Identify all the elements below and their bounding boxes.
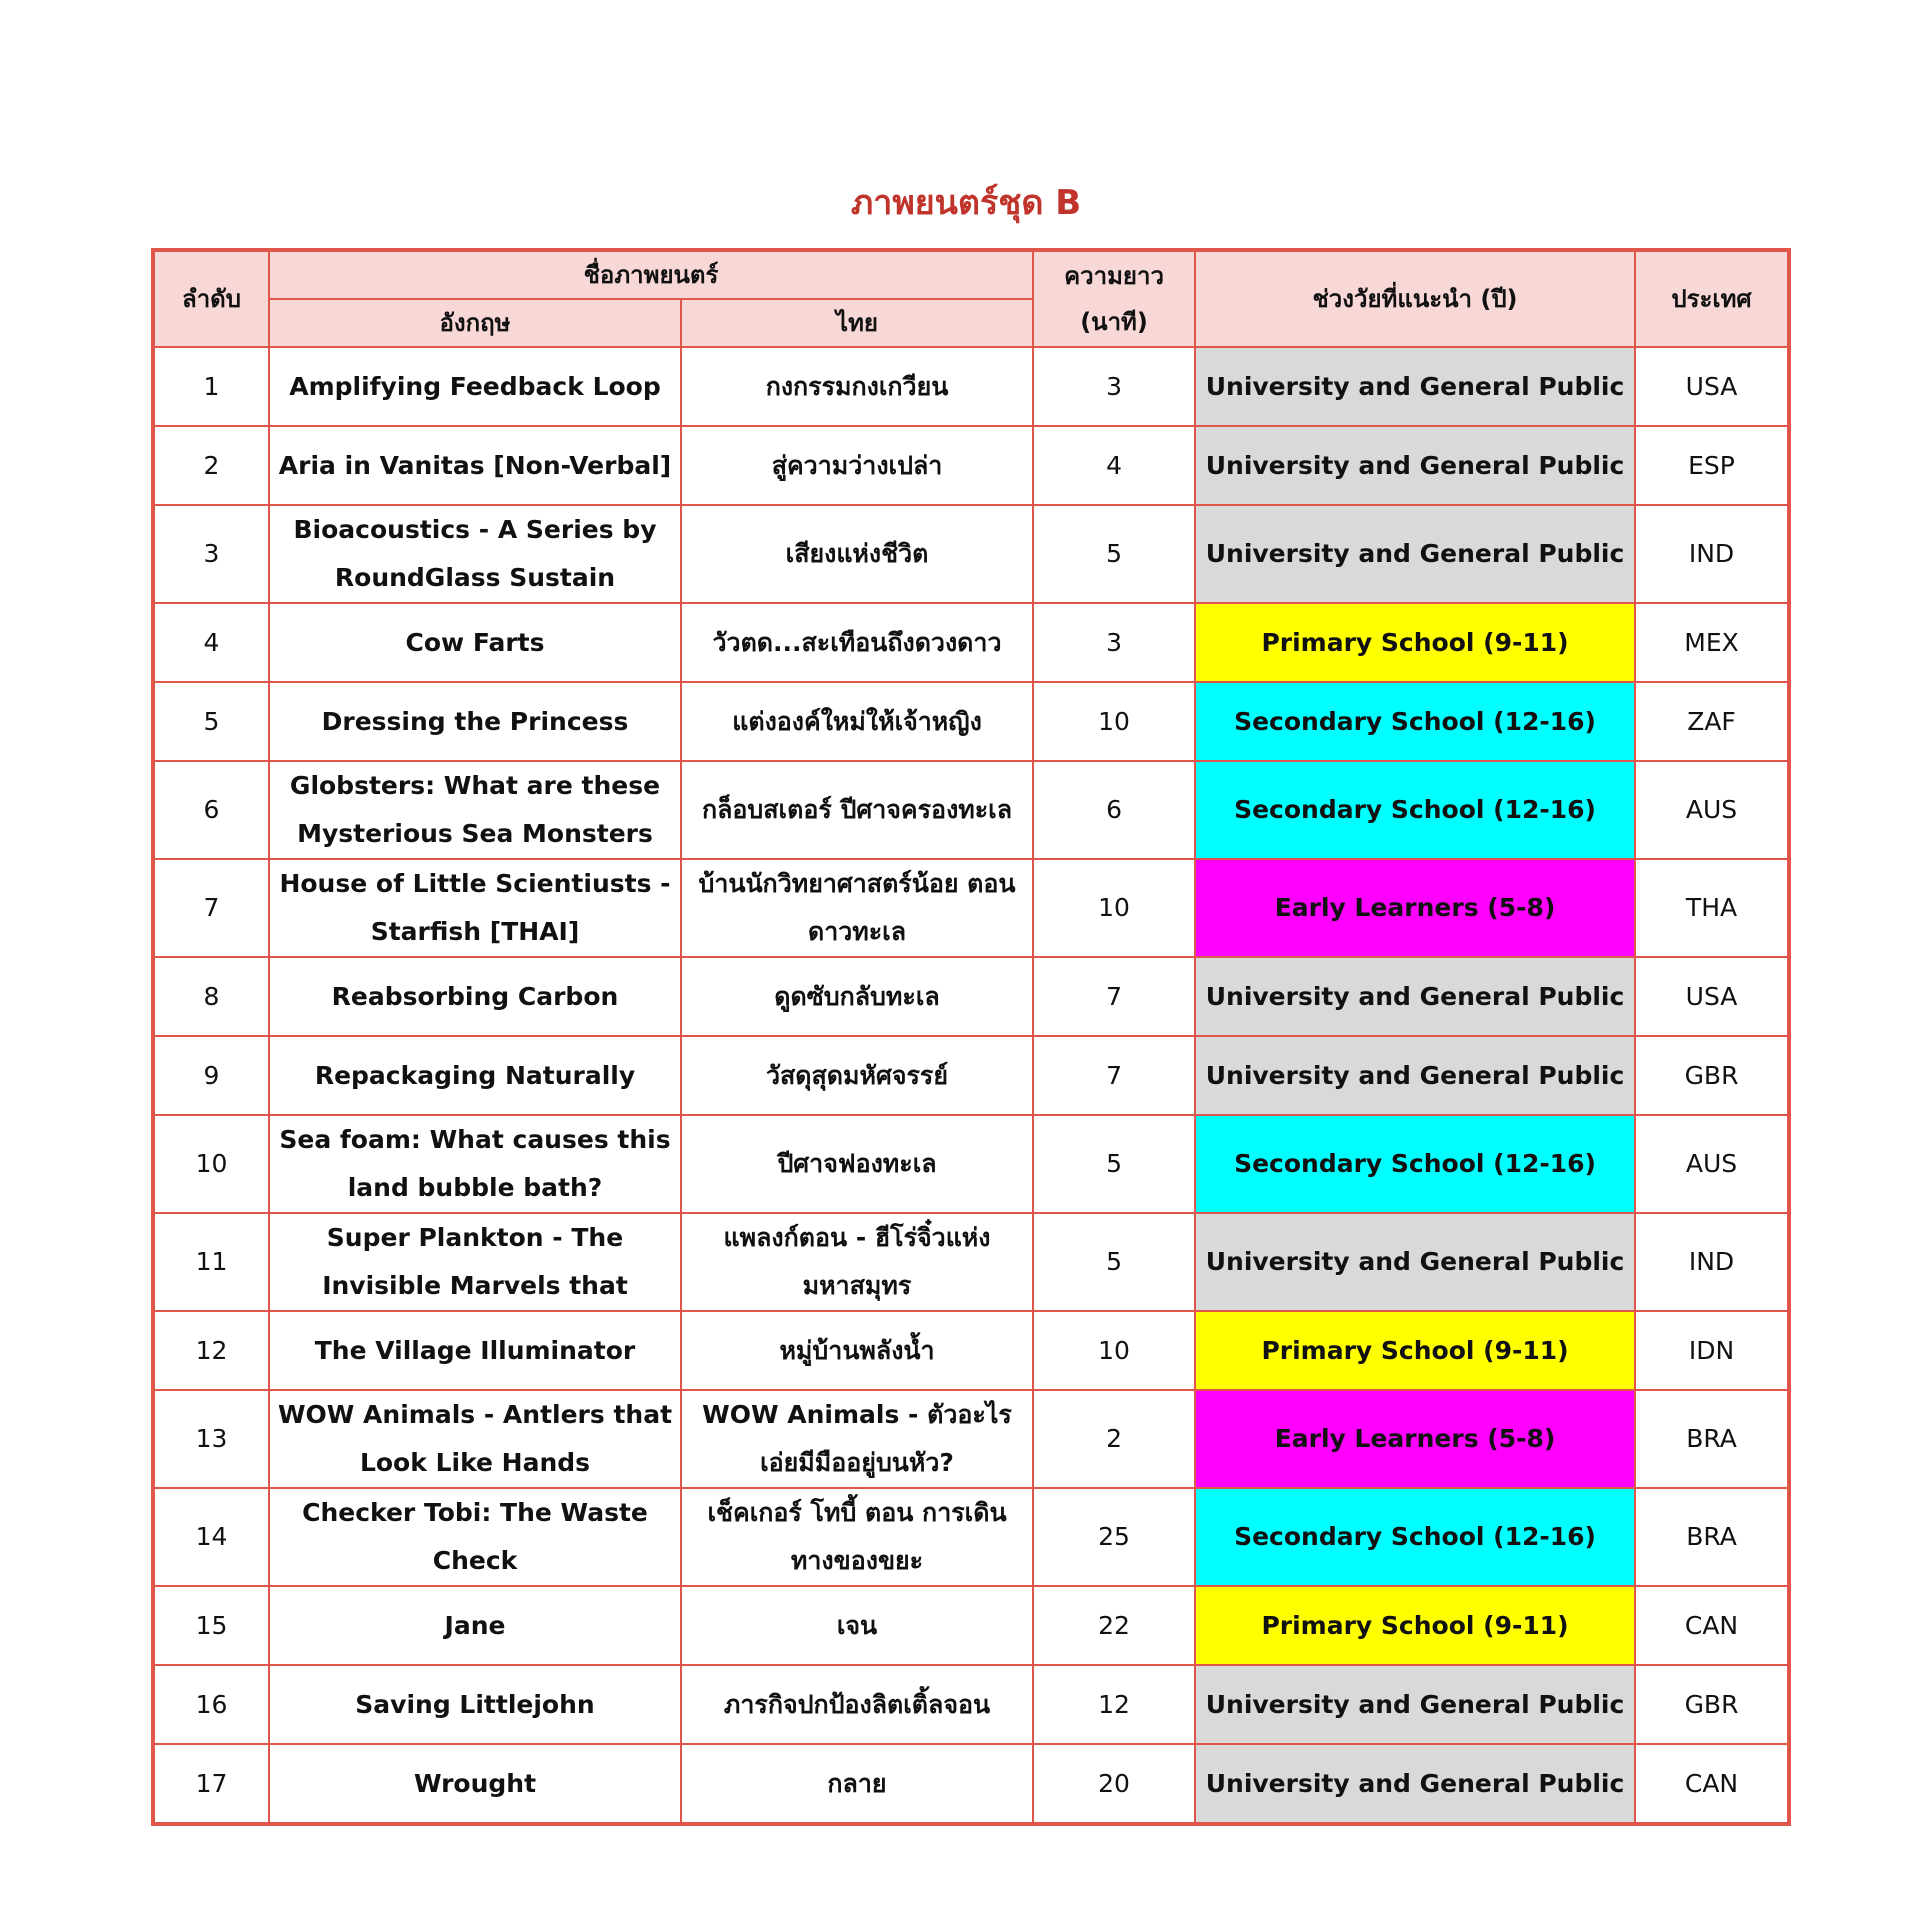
english-title-cell-text: Sea foam: What causes this land bubble bath? xyxy=(279,1125,671,1202)
age-range-cell-text: Primary School (9-11) xyxy=(1261,627,1569,657)
length-cell xyxy=(1033,603,1195,682)
length-cell xyxy=(1033,1488,1195,1586)
english-title-cell xyxy=(269,1115,681,1213)
country-cell-text: IND xyxy=(1688,539,1735,568)
number-cell-text: 13 xyxy=(195,1424,228,1453)
english-title-cell xyxy=(269,957,681,1036)
thai-title-cell xyxy=(681,1213,1033,1311)
length-cell xyxy=(1033,505,1195,603)
number-cell-text: 10 xyxy=(195,1149,228,1178)
number-cell-text: 4 xyxy=(203,627,220,657)
number-cell xyxy=(153,1744,269,1824)
thai-title-cell-text: สู่ความว่างเปล่า xyxy=(771,450,943,480)
number-cell-text: 5 xyxy=(203,706,220,736)
age-range-cell-text: University and General Public xyxy=(1205,981,1625,1011)
age-range-cell xyxy=(1195,1488,1635,1586)
english-title-cell-text: Globsters: What are these Mysterious Sea Monsters xyxy=(289,771,661,848)
header-thai: ไทย xyxy=(681,299,1033,347)
english-title-cell xyxy=(269,1311,681,1390)
country-cell-text: THA xyxy=(1685,893,1738,922)
number-cell-text: 14 xyxy=(195,1522,228,1551)
english-title-cell-text: The Village Illuminator xyxy=(314,1335,636,1365)
thai-title-cell xyxy=(681,1311,1033,1390)
length-cell-text: 7 xyxy=(1106,1060,1122,1090)
country-cell xyxy=(1635,505,1789,603)
length-cell-text: 3 xyxy=(1106,627,1122,657)
english-title-cell-text: Super Plankton - The Invisible Marvels that xyxy=(322,1223,628,1300)
number-cell xyxy=(153,682,269,761)
length-cell-text: 22 xyxy=(1098,1610,1130,1640)
table-row xyxy=(153,426,1789,505)
english-title-cell xyxy=(269,603,681,682)
thai-title-cell xyxy=(681,347,1033,426)
table-row xyxy=(153,505,1789,603)
english-title-cell xyxy=(269,426,681,505)
length-cell xyxy=(1033,347,1195,426)
thai-title-cell xyxy=(681,603,1033,682)
english-title-cell-text: Cow Farts xyxy=(405,627,545,657)
number-cell xyxy=(153,1488,269,1586)
english-title-cell-text: Checker Tobi: The Waste Check xyxy=(302,1498,648,1575)
length-cell xyxy=(1033,859,1195,957)
header-english: อังกฤษ xyxy=(269,299,681,347)
age-range-cell xyxy=(1195,1311,1635,1390)
thai-title-cell xyxy=(681,761,1033,859)
length-cell-text: 5 xyxy=(1106,1149,1122,1178)
length-cell-text: 20 xyxy=(1098,1768,1130,1798)
thai-title-cell-text: แพลงก์ตอน - ฮีโร่จิ๋วแห่งมหาสมุทร xyxy=(723,1223,991,1300)
age-range-cell-text: Secondary School (12-16) xyxy=(1234,706,1596,736)
country-cell-text: USA xyxy=(1685,371,1738,401)
length-cell-text: 7 xyxy=(1106,981,1122,1011)
thai-title-cell xyxy=(681,1665,1033,1744)
length-cell-text: 25 xyxy=(1098,1522,1130,1551)
age-range-cell xyxy=(1195,1586,1635,1665)
length-cell xyxy=(1033,1115,1195,1213)
age-range-cell-text: Secondary School (12-16) xyxy=(1234,795,1596,824)
table-row xyxy=(153,1036,1789,1115)
number-cell xyxy=(153,1665,269,1744)
length-cell-text: 3 xyxy=(1106,371,1122,401)
length-cell-text: 12 xyxy=(1098,1689,1130,1719)
number-cell xyxy=(153,1213,269,1311)
thai-title-cell-text: แต่งองค์ใหม่ให้เจ้าหญิง xyxy=(732,706,982,736)
number-cell xyxy=(153,603,269,682)
number-cell-text: 1 xyxy=(203,371,220,401)
age-range-cell xyxy=(1195,347,1635,426)
country-cell-text: ESP xyxy=(1688,450,1735,480)
country-cell xyxy=(1635,1115,1789,1213)
table-row xyxy=(153,1744,1789,1824)
country-cell-text: ZAF xyxy=(1687,706,1736,736)
age-range-cell xyxy=(1195,859,1635,957)
length-cell xyxy=(1033,1744,1195,1824)
country-cell-text: CAN xyxy=(1684,1768,1739,1798)
header-length-line1: ความยาว xyxy=(1064,262,1164,290)
age-range-cell xyxy=(1195,1390,1635,1488)
age-range-cell xyxy=(1195,957,1635,1036)
number-cell xyxy=(153,1311,269,1390)
number-cell-text: 6 xyxy=(203,795,220,824)
thai-title-cell-text: เสียงแห่งชีวิต xyxy=(785,539,929,568)
length-cell-text: 4 xyxy=(1106,450,1122,480)
thai-title-cell xyxy=(681,505,1033,603)
age-range-cell-text: University and General Public xyxy=(1205,450,1625,480)
age-range-cell xyxy=(1195,505,1635,603)
english-title-cell-text: Reabsorbing Carbon xyxy=(331,981,619,1011)
length-cell-text: 10 xyxy=(1098,1335,1130,1365)
country-cell-text: USA xyxy=(1685,981,1738,1011)
age-range-cell xyxy=(1195,1115,1635,1213)
age-range-cell-text: University and General Public xyxy=(1205,371,1625,401)
age-range-cell-text: University and General Public xyxy=(1205,539,1625,568)
number-cell xyxy=(153,426,269,505)
film-table xyxy=(151,248,1791,1826)
thai-title-cell xyxy=(681,1488,1033,1586)
english-title-cell xyxy=(269,1213,681,1311)
length-cell xyxy=(1033,1311,1195,1390)
country-cell-text: IDN xyxy=(1688,1335,1735,1365)
age-range-cell xyxy=(1195,426,1635,505)
thai-title-cell-text: วัวตด...สะเทือนถึงดวงดาว xyxy=(712,627,1002,657)
age-range-cell xyxy=(1195,1213,1635,1311)
age-range-cell-text: Secondary School (12-16) xyxy=(1234,1522,1596,1551)
age-range-cell-text: Primary School (9-11) xyxy=(1261,1335,1569,1365)
table-row xyxy=(153,957,1789,1036)
length-cell-text: 6 xyxy=(1106,795,1122,824)
length-cell-text: 10 xyxy=(1098,893,1130,922)
country-cell-text: AUS xyxy=(1685,795,1738,824)
age-range-cell-text: University and General Public xyxy=(1205,1689,1625,1719)
english-title-cell-text: Amplifying Feedback Loop xyxy=(289,371,661,401)
thai-title-cell xyxy=(681,1744,1033,1824)
table-header xyxy=(153,250,1789,347)
header-age-range: ช่วงวัยที่แนะนำ (ปี) xyxy=(1195,250,1635,347)
table-row xyxy=(153,1311,1789,1390)
table-row xyxy=(153,1115,1789,1213)
length-cell xyxy=(1033,1036,1195,1115)
country-cell xyxy=(1635,957,1789,1036)
age-range-cell xyxy=(1195,761,1635,859)
length-cell xyxy=(1033,761,1195,859)
english-title-cell-text: Bioacoustics - A Series by RoundGlass Sustain xyxy=(293,515,657,592)
english-title-cell xyxy=(269,1744,681,1824)
thai-title-cell-text: บ้านนักวิทยาศาสตร์น้อย ตอน ดาวทะเล xyxy=(698,869,1016,946)
number-cell-text: 12 xyxy=(195,1335,228,1365)
country-cell xyxy=(1635,1213,1789,1311)
age-range-cell-text: Primary School (9-11) xyxy=(1261,1610,1569,1640)
age-range-cell xyxy=(1195,1665,1635,1744)
country-cell-text: AUS xyxy=(1685,1149,1738,1178)
table-row xyxy=(153,1213,1789,1311)
number-cell-text: 2 xyxy=(203,450,220,480)
country-cell xyxy=(1635,426,1789,505)
header-length-line2: (นาที) xyxy=(1080,308,1148,336)
english-title-cell-text: Jane xyxy=(444,1610,506,1640)
thai-title-cell-text: ดูดซับกลับทะเล xyxy=(774,981,940,1011)
english-title-cell xyxy=(269,761,681,859)
number-cell-text: 3 xyxy=(203,539,220,568)
thai-title-cell xyxy=(681,1115,1033,1213)
header-film-name: ชื่อภาพยนตร์ xyxy=(269,250,1033,299)
english-title-cell xyxy=(269,1586,681,1665)
age-range-cell-text: Secondary School (12-16) xyxy=(1234,1149,1596,1178)
thai-title-cell xyxy=(681,1390,1033,1488)
thai-title-cell xyxy=(681,1586,1033,1665)
number-cell-text: 16 xyxy=(195,1689,228,1719)
country-cell xyxy=(1635,682,1789,761)
table-row xyxy=(153,761,1789,859)
number-cell xyxy=(153,1586,269,1665)
table-row xyxy=(153,1390,1789,1488)
country-cell xyxy=(1635,1390,1789,1488)
table-row xyxy=(153,603,1789,682)
country-cell xyxy=(1635,1665,1789,1744)
english-title-cell xyxy=(269,347,681,426)
number-cell xyxy=(153,1115,269,1213)
length-cell xyxy=(1033,1390,1195,1488)
thai-title-cell-text: เจน xyxy=(836,1610,878,1640)
number-cell xyxy=(153,761,269,859)
table-row xyxy=(153,859,1789,957)
country-cell xyxy=(1635,1488,1789,1586)
english-title-cell-text: Aria in Vanitas [Non-Verbal] xyxy=(278,450,672,480)
thai-title-cell-text: ปีศาจฟองทะเล xyxy=(777,1149,937,1178)
country-cell xyxy=(1635,761,1789,859)
age-range-cell-text: University and General Public xyxy=(1205,1768,1625,1798)
english-title-cell-text: Saving Littlejohn xyxy=(355,1689,595,1719)
length-cell xyxy=(1033,957,1195,1036)
age-range-cell xyxy=(1195,682,1635,761)
number-cell xyxy=(153,957,269,1036)
number-cell xyxy=(153,1390,269,1488)
country-cell-text: IND xyxy=(1688,1247,1735,1276)
number-cell-text: 8 xyxy=(203,981,220,1011)
length-cell xyxy=(1033,682,1195,761)
english-title-cell xyxy=(269,1488,681,1586)
page-title: ภาพยนตร์ชุด B xyxy=(850,183,1082,223)
number-cell-text: 11 xyxy=(195,1247,228,1276)
length-cell xyxy=(1033,1665,1195,1744)
table-row xyxy=(153,1488,1789,1586)
thai-title-cell-text: วัสดุสุดมหัศจรรย์ xyxy=(766,1060,949,1090)
length-cell-text: 5 xyxy=(1106,1247,1122,1276)
thai-title-cell-text: กลาย xyxy=(827,1768,887,1798)
country-cell-text: MEX xyxy=(1684,627,1739,657)
length-cell xyxy=(1033,426,1195,505)
country-cell-text: BRA xyxy=(1686,1522,1737,1551)
age-range-cell-text: Early Learners (5-8) xyxy=(1274,893,1556,922)
length-cell-text: 10 xyxy=(1098,706,1130,736)
english-title-cell xyxy=(269,505,681,603)
length-cell xyxy=(1033,1586,1195,1665)
country-cell xyxy=(1635,859,1789,957)
thai-title-cell-text: กล็อบสเตอร์ ปีศาจครองทะเล xyxy=(701,795,1013,824)
country-cell xyxy=(1635,1036,1789,1115)
english-title-cell xyxy=(269,1665,681,1744)
country-cell xyxy=(1635,1586,1789,1665)
thai-title-cell xyxy=(681,1036,1033,1115)
number-cell-text: 7 xyxy=(203,893,220,922)
thai-title-cell-text: หมู่บ้านพลังน้ำ xyxy=(779,1335,935,1365)
country-cell xyxy=(1635,603,1789,682)
age-range-cell-text: Early Learners (5-8) xyxy=(1274,1424,1556,1453)
number-cell-text: 9 xyxy=(203,1060,220,1090)
country-cell xyxy=(1635,1311,1789,1390)
length-cell-text: 2 xyxy=(1106,1424,1122,1453)
english-title-cell xyxy=(269,1390,681,1488)
length-cell xyxy=(1033,1213,1195,1311)
header-length xyxy=(1033,250,1195,347)
number-cell xyxy=(153,347,269,426)
country-cell-text: BRA xyxy=(1686,1424,1737,1453)
age-range-cell xyxy=(1195,1036,1635,1115)
number-cell-text: 15 xyxy=(195,1610,228,1640)
country-cell-text: GBR xyxy=(1684,1689,1739,1719)
english-title-cell xyxy=(269,859,681,957)
number-cell xyxy=(153,1036,269,1115)
country-cell xyxy=(1635,347,1789,426)
table-row xyxy=(153,1665,1789,1744)
thai-title-cell xyxy=(681,426,1033,505)
english-title-cell xyxy=(269,1036,681,1115)
english-title-cell-text: Repackaging Naturally xyxy=(314,1060,636,1090)
table-row xyxy=(153,682,1789,761)
english-title-cell-text: Dressing the Princess xyxy=(321,706,629,736)
english-title-cell-text: Wrought xyxy=(413,1768,537,1798)
age-range-cell xyxy=(1195,1744,1635,1824)
country-cell-text: GBR xyxy=(1684,1060,1739,1090)
header-country: ประเทศ xyxy=(1635,250,1789,347)
country-cell xyxy=(1635,1744,1789,1824)
thai-title-cell-text: ภารกิจปกป้องลิตเติ้ลจอน xyxy=(723,1689,991,1719)
thai-title-cell xyxy=(681,859,1033,957)
country-cell-text: CAN xyxy=(1684,1610,1739,1640)
length-cell-text: 5 xyxy=(1106,539,1122,568)
english-title-cell xyxy=(269,682,681,761)
english-title-cell-text: House of Little Scientiusts - Starfish [THAI] xyxy=(279,869,671,946)
age-range-cell xyxy=(1195,603,1635,682)
table-body xyxy=(153,347,1789,1824)
thai-title-cell-text: WOW Animals - ตัวอะไรเอ่ยมีมืออยู่บนหัว? xyxy=(702,1400,1012,1477)
number-cell-text: 17 xyxy=(195,1768,228,1798)
age-range-cell-text: University and General Public xyxy=(1205,1247,1625,1276)
english-title-cell-text: WOW Animals - Antlers that Look Like Hands xyxy=(277,1400,673,1477)
number-cell xyxy=(153,859,269,957)
table-row xyxy=(153,1586,1789,1665)
table-row xyxy=(153,347,1789,426)
age-range-cell-text: University and General Public xyxy=(1205,1060,1625,1090)
thai-title-cell xyxy=(681,682,1033,761)
header-number: ลำดับ xyxy=(153,250,269,347)
thai-title-cell-text: เช็คเกอร์ โทบี้ ตอน การเดินทางของขยะ xyxy=(707,1498,1007,1575)
number-cell xyxy=(153,505,269,603)
thai-title-cell xyxy=(681,957,1033,1036)
thai-title-cell-text: กงกรรมกงเกวียน xyxy=(765,371,949,401)
